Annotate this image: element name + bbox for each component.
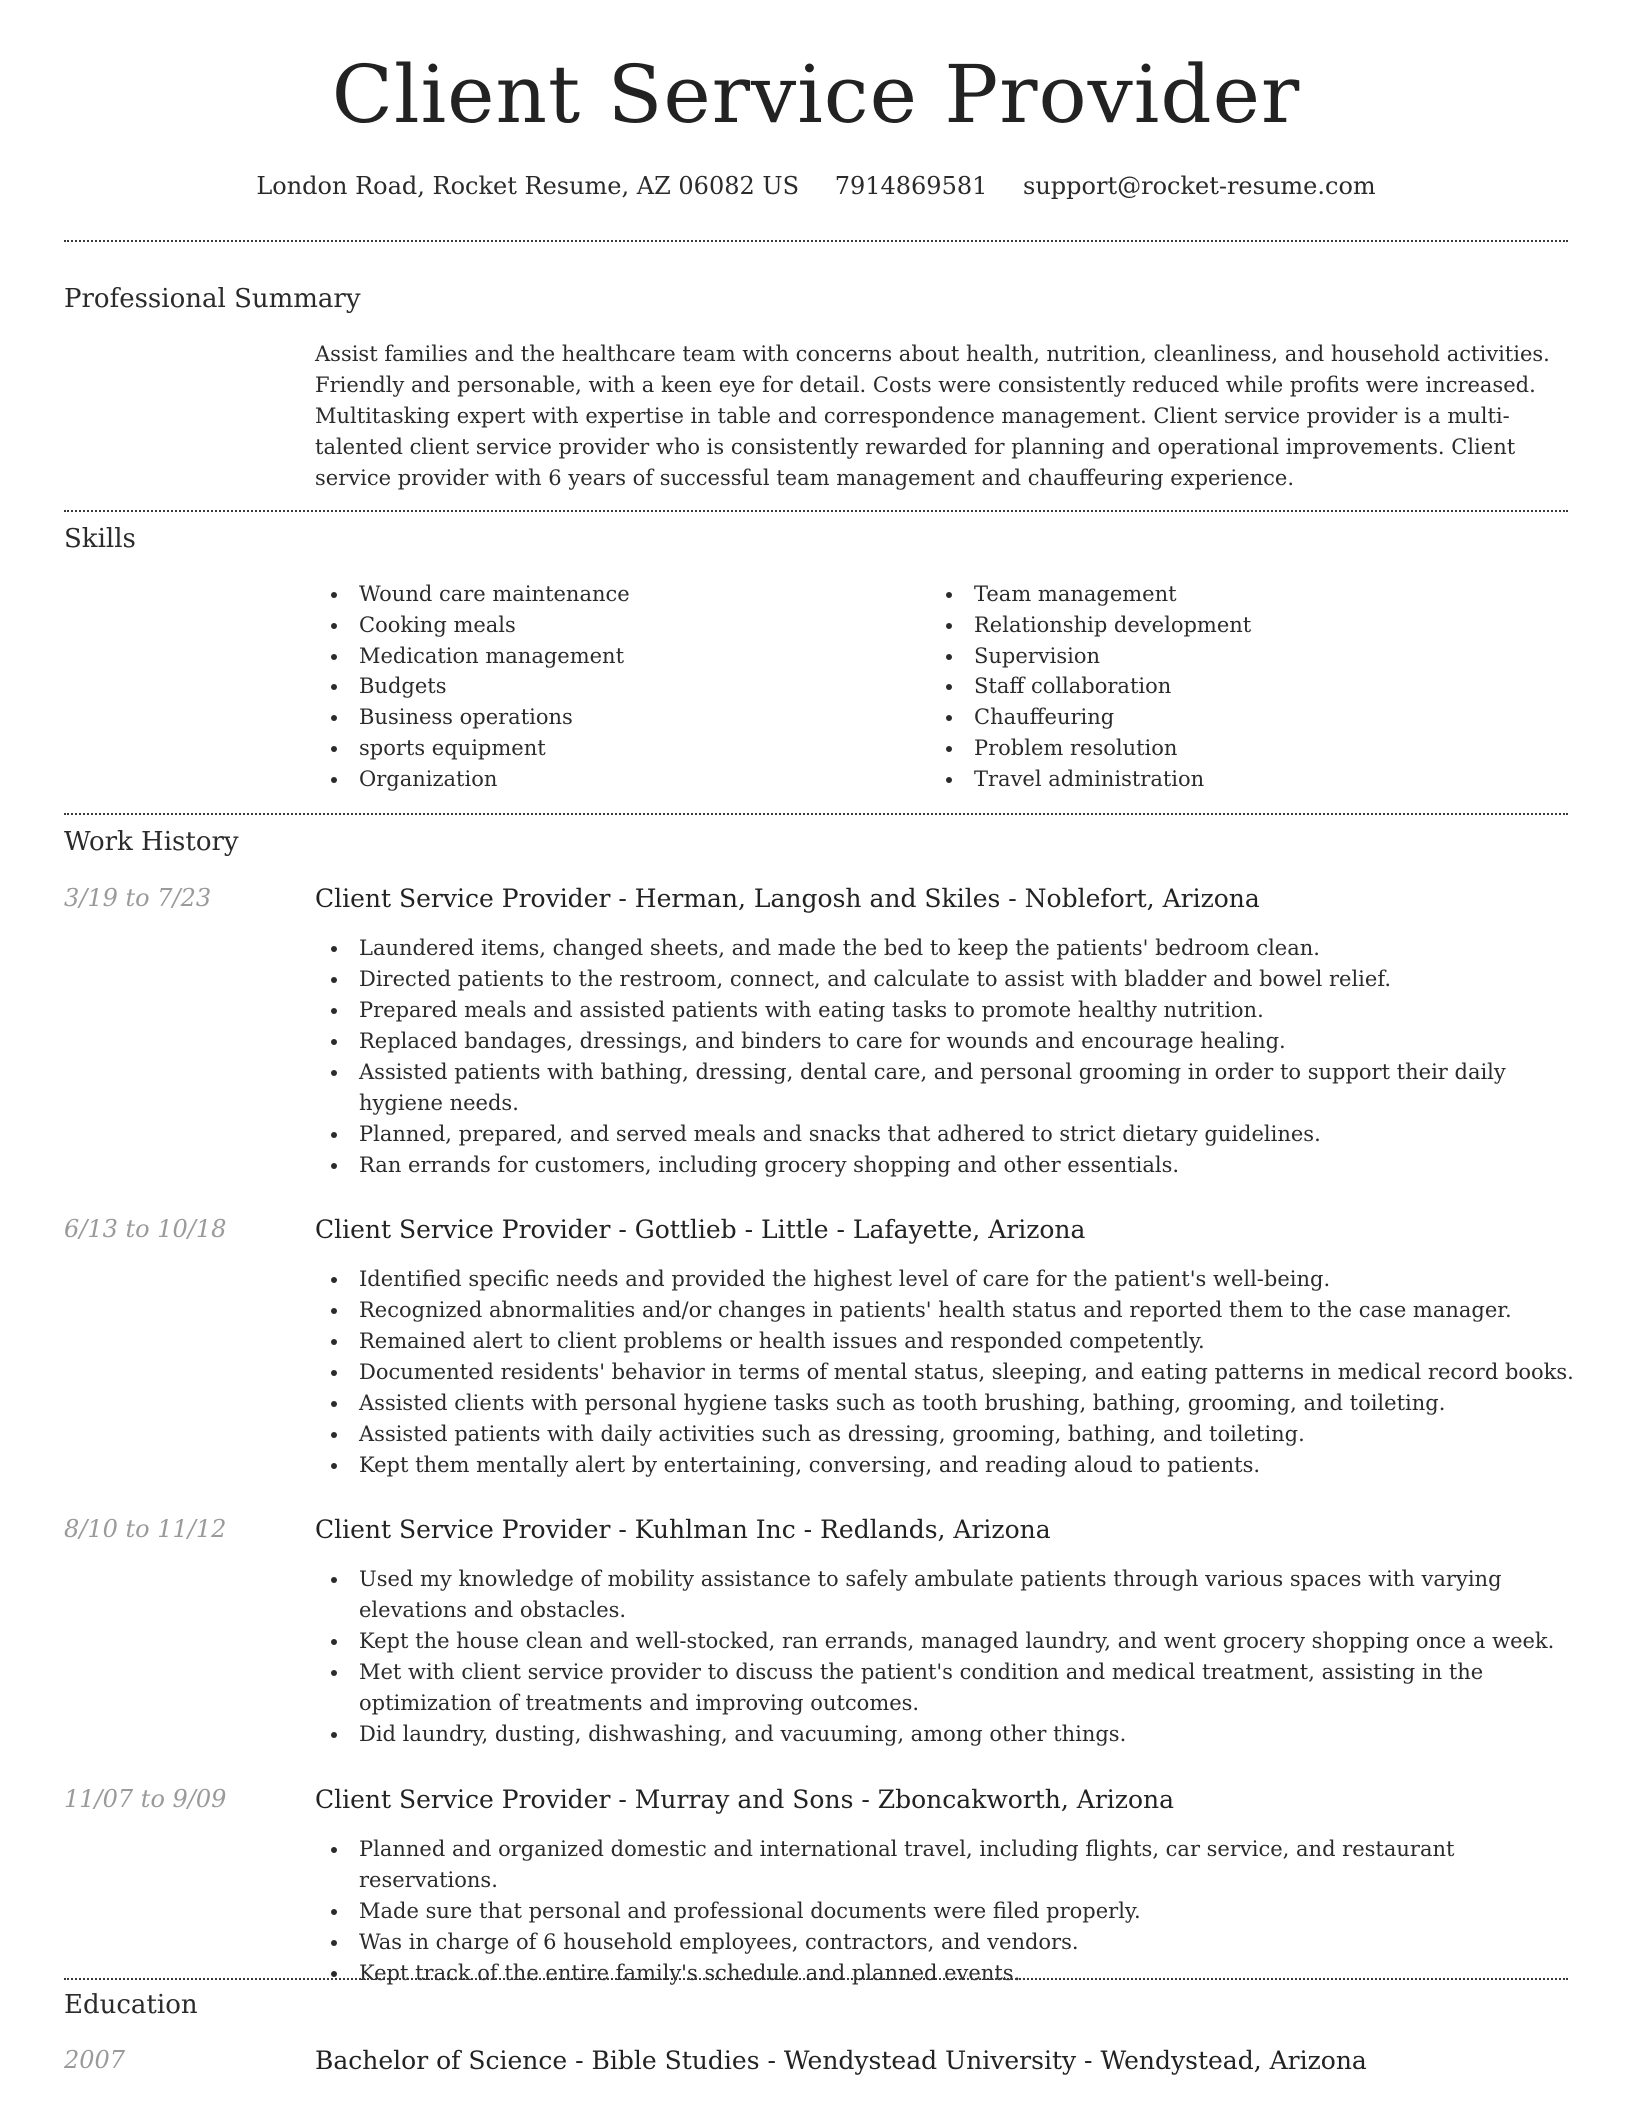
list-item: Ran errands for customers, including grocery shopping and other essentials.	[315, 1150, 1575, 1181]
resume-title: Client Service Provider	[331, 48, 1301, 141]
list-item: Made sure that personal and professional documents were filed properly.	[315, 1896, 1575, 1927]
list-item: Laundered items, changed sheets, and made the bed to keep the patients' bedroom clean.	[315, 933, 1575, 964]
skill-item: sports equipment	[315, 733, 875, 764]
job-dates: 6/13 to 10/18	[64, 1215, 227, 1243]
contact-phone: 7914869581	[834, 172, 988, 200]
list-item: Kept the house clean and well-stocked, ran errands, managed laundry, and went grocery shopping once a week.	[315, 1626, 1575, 1657]
job-bullets	[315, 1264, 1575, 1481]
skill-item: Travel administration	[930, 764, 1490, 795]
skill-item: Chauffeuring	[930, 702, 1490, 733]
summary-text: Assist families and the healthcare team with concerns about health, nutrition, cleanliness, and household activities. Friendly and personable, with a keen eye for detail. Costs were consistently reduced while profits were increased. Multitasking expert with expertise in table and correspondence management. Client service provider is a multi-talented client service provider who is consistently rewarded for planning and operational improvements. Client service provider with 6 years of successful team management and chauffeuring experience.	[315, 342, 1550, 490]
list-item: Met with client service provider to discuss the patient's condition and medical treatment, assisting in the optimization of treatments and improving outcomes.	[315, 1657, 1575, 1719]
list-item: Assisted clients with personal hygiene tasks such as tooth brushing, bathing, grooming, and toileting.	[315, 1388, 1575, 1419]
job-bullets	[315, 1564, 1575, 1750]
list-item: Identified specific needs and provided the highest level of care for the patient's well-being.	[315, 1264, 1575, 1295]
job-bullets	[315, 933, 1575, 1181]
skill-item: Cooking meals	[315, 610, 875, 641]
skill-item: Team management	[930, 579, 1490, 610]
divider	[64, 240, 1568, 242]
work-heading: Work History	[64, 827, 239, 857]
list-item: Planned, prepared, and served meals and snacks that adhered to strict dietary guidelines.	[315, 1119, 1575, 1150]
skill-item: Staff collaboration	[930, 671, 1490, 702]
job-bullets	[315, 1834, 1575, 1989]
list-item: Kept track of the entire family's schedule and planned events.	[315, 1958, 1575, 1989]
list-item: Kept them mentally alert by entertaining, conversing, and reading aloud to patients.	[315, 1450, 1575, 1481]
skills-list-left	[315, 579, 875, 795]
skill-item: Wound care maintenance	[315, 579, 875, 610]
skill-item: Medication management	[315, 641, 875, 672]
job-title: Client Service Provider - Kuhlman Inc - Redlands, Arizona	[315, 1515, 1051, 1544]
job-dates: 3/19 to 7/23	[64, 884, 212, 912]
skill-item: Supervision	[930, 641, 1490, 672]
list-item: Assisted patients with daily activities such as dressing, grooming, bathing, and toileting.	[315, 1419, 1575, 1450]
list-item: Documented residents' behavior in terms of mental status, sleeping, and eating patterns in medical record books.	[315, 1357, 1575, 1388]
job-title: Client Service Provider - Gottlieb - Little - Lafayette, Arizona	[315, 1215, 1086, 1244]
contact-address: London Road, Rocket Resume, AZ 06082 US	[256, 172, 800, 200]
divider	[64, 510, 1568, 512]
list-item: Replaced bandages, dressings, and binders to care for wounds and encourage healing.	[315, 1026, 1575, 1057]
divider	[64, 813, 1568, 815]
skill-item: Problem resolution	[930, 733, 1490, 764]
list-item: Was in charge of 6 household employees, contractors, and vendors.	[315, 1927, 1575, 1958]
skill-item: Organization	[315, 764, 875, 795]
skills-list-right	[930, 579, 1490, 795]
list-item: Recognized abnormalities and/or changes in patients' health status and reported them to the case manager.	[315, 1295, 1575, 1326]
job-dates: 8/10 to 11/12	[64, 1515, 227, 1543]
job-title: Client Service Provider - Herman, Langosh and Skiles - Noblefort, Arizona	[315, 884, 1260, 913]
skill-item: Business operations	[315, 702, 875, 733]
contact-line	[0, 172, 1632, 200]
skills-heading: Skills	[64, 524, 136, 554]
skill-item: Relationship development	[930, 610, 1490, 641]
list-item: Prepared meals and assisted patients with eating tasks to promote healthy nutrition.	[315, 995, 1575, 1026]
job-dates: 11/07 to 9/09	[64, 1785, 227, 1813]
skill-item: Budgets	[315, 671, 875, 702]
education-heading: Education	[64, 1990, 198, 2020]
divider	[64, 1978, 1568, 1980]
list-item: Directed patients to the restroom, connect, and calculate to assist with bladder and bowel relief.	[315, 964, 1575, 995]
list-item: Planned and organized domestic and international travel, including flights, car service, and restaurant reservations.	[315, 1834, 1575, 1896]
job-title: Client Service Provider - Murray and Sons - Zboncakworth, Arizona	[315, 1785, 1175, 1814]
contact-email: support@rocket-resume.com	[1023, 172, 1376, 200]
education-year: 2007	[64, 2046, 126, 2074]
list-item: Did laundry, dusting, dishwashing, and vacuuming, among other things.	[315, 1719, 1575, 1750]
education-title: Bachelor of Science - Bible Studies - Wendystead University - Wendystead, Arizona	[315, 2046, 1367, 2075]
list-item: Assisted patients with bathing, dressing, dental care, and personal grooming in order to support their daily hygiene needs.	[315, 1057, 1575, 1119]
list-item: Used my knowledge of mobility assistance to safely ambulate patients through various spaces with varying elevations and obstacles.	[315, 1564, 1575, 1626]
list-item: Remained alert to client problems or health issues and responded competently.	[315, 1326, 1575, 1357]
summary-heading: Professional Summary	[64, 284, 361, 314]
